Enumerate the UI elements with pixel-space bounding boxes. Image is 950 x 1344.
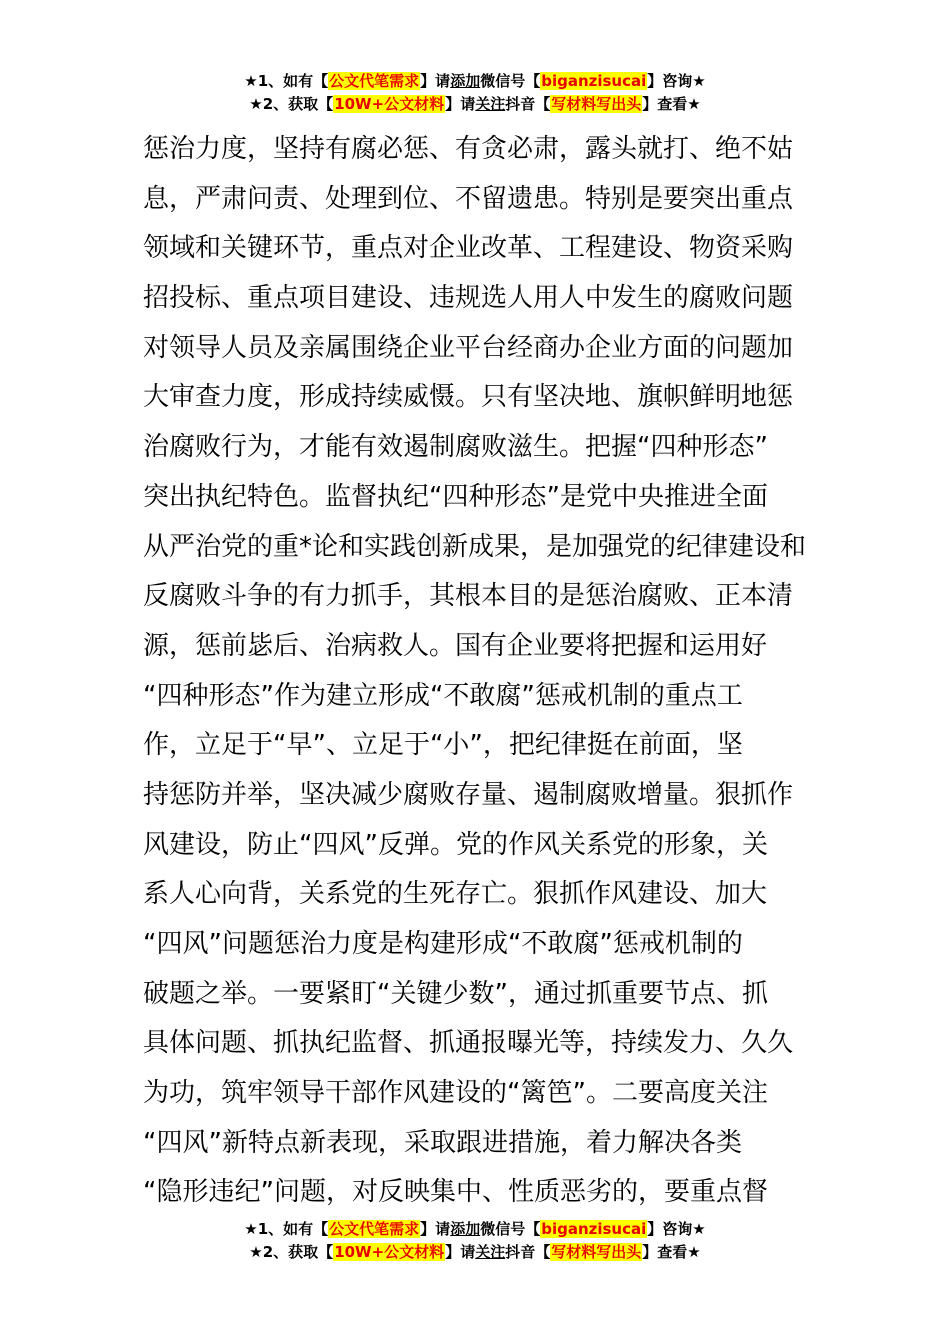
banner-text: ★1、如有【 xyxy=(244,72,329,90)
text-line: 从严治党的重*论和实践创新成果，是加强党的纪律建设和 xyxy=(143,531,807,562)
banner-highlight: 公文代笔需求 xyxy=(329,1220,420,1238)
text-line: 风建设，防止“四风”反弹。党的作风关系党的形象，关 xyxy=(143,829,768,860)
banner-highlight: 10W+公文材料 xyxy=(334,1243,445,1261)
text-line: 源，惩前毖后、治病救人。国有企业要将把握和运用好 xyxy=(143,630,768,661)
text-line: 持惩防并举，坚决减少腐败存量、遏制腐败增量。狠抓作 xyxy=(143,779,794,810)
banner-text: 微信号【 xyxy=(480,1220,541,1238)
banner-text: 微信号【 xyxy=(480,72,541,90)
banner-emphasis: 关注 xyxy=(475,1243,506,1261)
banner-text: 】查看★ xyxy=(642,95,701,113)
text-line: 息，严肃问责、处理到位、不留遗患。特别是要突出重点 xyxy=(143,183,794,214)
banner-highlight: 公文代笔需求 xyxy=(329,72,420,90)
banner-text: ★1、如有【 xyxy=(244,1220,329,1238)
banner-text: 】咨询★ xyxy=(647,72,706,90)
banner-emphasis: 关注 xyxy=(475,95,506,113)
banner-highlight: 写材料写出头 xyxy=(551,1243,642,1261)
text-line: 治腐败行为，才能有效遏制腐败滋生。把握“四种形态” xyxy=(143,432,768,463)
text-line: “四风”新特点新表现，采取跟进措施，着力解决各类 xyxy=(143,1127,742,1158)
banner-highlight: biganzisucai xyxy=(541,72,647,90)
footer-banner xyxy=(0,1218,950,1264)
banner-text: 】请 xyxy=(420,1220,451,1238)
banner-text: 】请 xyxy=(445,1243,476,1261)
banner-line-1 xyxy=(0,70,950,93)
text-line: “四风”问题惩治力度是构建形成“不敢腐”惩戒机制的 xyxy=(143,929,743,959)
banner-highlight: biganzisucai xyxy=(541,1220,647,1238)
text-line: 为功，筑牢领导干部作风建设的“篱笆”。二要高度关注 xyxy=(143,1078,768,1109)
text-line: 作，立足于“早”、立足于“小”，把纪律挺在前面，坚 xyxy=(143,730,743,761)
banner-line-2 xyxy=(0,93,950,116)
text-line: 领域和关键环节，重点对企业改革、工程建设、物资采购 xyxy=(143,233,794,264)
text-line: 具体问题、抓执纪监督、抓通报曝光等，持续发力、久久 xyxy=(143,1028,794,1059)
banner-text: 】请 xyxy=(445,95,476,113)
text-line: 惩治力度，坚持有腐必惩、有贪必肃，露头就打、绝不姑 xyxy=(143,134,794,164)
text-line: 突出执纪特色。监督执纪“四种形态”是党中央推进全面 xyxy=(143,481,768,512)
text-line: 大审查力度，形成持续威慑。只有坚决地、旗帜鲜明地惩 xyxy=(143,382,794,413)
banner-text: 】请 xyxy=(420,72,451,90)
banner-emphasis: 添加 xyxy=(450,1220,481,1238)
text-line: 系人心向背，关系党的生死存亡。狠抓作风建设、加大 xyxy=(143,879,768,910)
banner-text: 抖音【 xyxy=(505,95,551,113)
text-line: 招投标、重点项目建设、违规选人用人中发生的腐败问题 xyxy=(143,283,794,314)
text-line: 破题之举。一要紧盯“关键少数”，通过抓重要节点、抓 xyxy=(143,978,768,1009)
banner-text: 抖音【 xyxy=(505,1243,551,1261)
banner-line-2 xyxy=(0,1241,950,1264)
text-line: 反腐败斗争的有力抓手，其根本目的是惩治腐败、正本清 xyxy=(143,581,794,612)
banner-emphasis: 添加 xyxy=(450,72,481,90)
text-line: “隐形违纪”问题，对反映集中、性质恶劣的，要重点督 xyxy=(143,1177,768,1208)
banner-line-1 xyxy=(0,1218,950,1241)
banner-text: 】查看★ xyxy=(642,1243,701,1261)
banner-text: ★2、获取【 xyxy=(249,1243,334,1261)
document-body xyxy=(143,125,813,1218)
header-banner xyxy=(0,70,950,116)
banner-text: ★2、获取【 xyxy=(249,95,334,113)
banner-highlight: 10W+公文材料 xyxy=(334,95,445,113)
text-line: “四种形态”作为建立形成“不敢腐”惩戒机制的重点工 xyxy=(143,680,743,711)
text-line: 对领导人员及亲属围绕企业平台经商办企业方面的问题加 xyxy=(143,332,794,363)
banner-highlight: 写材料写出头 xyxy=(551,95,642,113)
banner-text: 】咨询★ xyxy=(647,1220,706,1238)
